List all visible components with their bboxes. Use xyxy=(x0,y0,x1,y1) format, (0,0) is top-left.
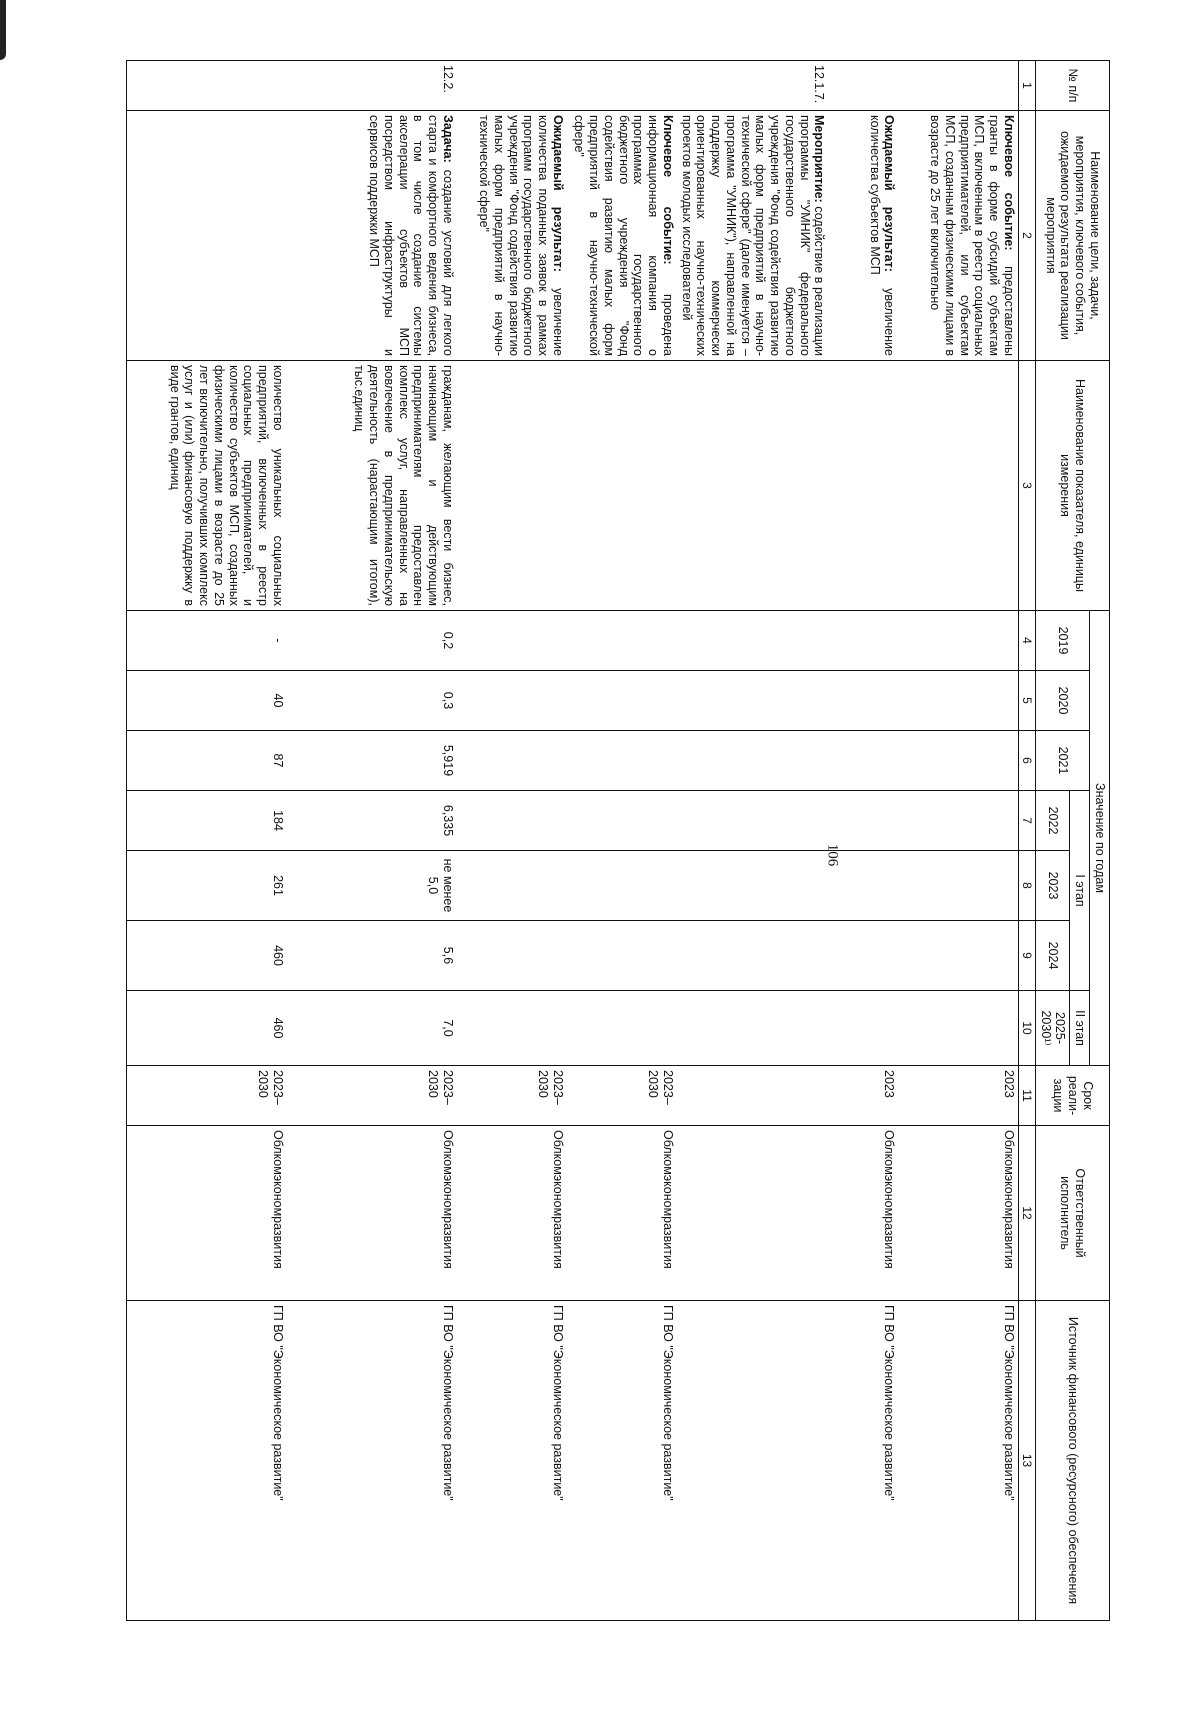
row-source: ГП ВО "Экономическое развитие" xyxy=(567,1301,677,1621)
header-year-2021: 2021 xyxy=(1036,731,1090,791)
row-indicator xyxy=(677,361,829,611)
row-text: увеличение количества поданных заявок в рамках программ государственного бюджетного учреждения "Фонд содействия развитию малых форм предприятий в научно-технической сфере" xyxy=(477,115,565,356)
value-2021: 87 xyxy=(127,731,287,791)
value-2022 xyxy=(457,791,567,851)
column-number: 10 xyxy=(1018,991,1035,1066)
value-2024 xyxy=(828,921,898,991)
column-number-row xyxy=(1018,61,1035,1621)
page-number: 106 xyxy=(824,843,841,867)
value-2022: 6,335 xyxy=(287,791,457,851)
row-number xyxy=(828,61,898,111)
row-label: Задача: xyxy=(440,115,455,163)
table-row xyxy=(457,61,567,1621)
header-year-2022: 2022 xyxy=(1036,791,1071,851)
row-executor: Облкомэкономразвития xyxy=(828,1126,898,1301)
row-term: 2023 xyxy=(828,1066,898,1126)
value-2021 xyxy=(898,731,1018,791)
header-year-2025-2030: 2025-2030¹⁾ xyxy=(1036,991,1071,1066)
row-text: предоставлены гранты в форме субсидий субъектам МСП, включенным в реестр социальных предприятимателей, или субъектам МСП, созданным физическими лицами в возрасте до 25 лет включительно xyxy=(928,115,1016,356)
value-2019 xyxy=(828,611,898,671)
value-2019: - xyxy=(127,611,287,671)
row-source: ГП ВО "Экономическое развитие" xyxy=(828,1301,898,1621)
value-2020: 0,3 xyxy=(287,671,457,731)
value-2020 xyxy=(898,671,1018,731)
row-description xyxy=(567,111,677,361)
row-indicator xyxy=(567,361,677,611)
row-number: 12.2. xyxy=(287,61,457,111)
column-number: 4 xyxy=(1018,611,1035,671)
row-source: ГП ВО "Экономическое развитие" xyxy=(457,1301,567,1621)
value-2022 xyxy=(898,791,1018,851)
value-2023: не менее 5,0 xyxy=(287,851,457,921)
row-source xyxy=(677,1301,829,1621)
value-2025: 460 xyxy=(127,991,287,1066)
value-2020 xyxy=(567,671,677,731)
rotated-page xyxy=(125,60,1110,1620)
value-2022 xyxy=(828,791,898,851)
row-source: ГП ВО "Экономическое развитие" xyxy=(898,1301,1018,1621)
value-2025 xyxy=(677,991,829,1066)
value-2025 xyxy=(457,991,567,1066)
value-2022 xyxy=(567,791,677,851)
table-row xyxy=(287,61,457,1621)
value-2022: 184 xyxy=(127,791,287,851)
column-number: 8 xyxy=(1018,851,1035,921)
header-year-2024: 2024 xyxy=(1036,921,1071,991)
row-text: проведена информационная компания о программах государственного бюджетного учреждения "Фонд содействия развитию малых форм предприятий в научно-технической сфере" xyxy=(572,115,675,356)
column-number: 13 xyxy=(1018,1301,1035,1621)
row-executor: Облкомэкономразвития xyxy=(127,1126,287,1301)
header-stage-1: I этап xyxy=(1070,791,1090,991)
row-label: Ключевое событие: xyxy=(1001,115,1016,251)
row-term: 2023 xyxy=(898,1066,1018,1126)
value-2023 xyxy=(677,851,829,921)
value-2023 xyxy=(457,851,567,921)
value-2024: 5,6 xyxy=(287,921,457,991)
header-year-2023: 2023 xyxy=(1036,851,1071,921)
value-2025 xyxy=(567,991,677,1066)
row-description xyxy=(828,111,898,361)
value-2020 xyxy=(457,671,567,731)
value-2019 xyxy=(677,611,829,671)
value-2021 xyxy=(677,731,829,791)
value-2024 xyxy=(898,921,1018,991)
value-2024 xyxy=(457,921,567,991)
header-source: Источник финансового (ресурсного) обеспечения xyxy=(1036,1301,1110,1621)
value-2022 xyxy=(677,791,829,851)
column-number: 1 xyxy=(1018,61,1035,111)
column-number: 7 xyxy=(1018,791,1035,851)
value-2025 xyxy=(828,991,898,1066)
row-description xyxy=(127,111,287,361)
row-indicator xyxy=(898,361,1018,611)
value-2019: 0,2 xyxy=(287,611,457,671)
row-text: содействие в реализации программы "УМНИК" федерального государственного бюджетного учреждения "Фонд содействия развитию малых форм предприятий в научно-технической сфере" (далее именуется – программа "УМНИК"), направленной на поддержку коммерчески ориентированных научно-технических проектов молодых исследователей xyxy=(679,115,827,356)
row-term: 2023–2030 xyxy=(287,1066,457,1126)
row-number xyxy=(898,61,1018,111)
row-executor: Облкомэкономразвития xyxy=(287,1126,457,1301)
row-label: Ключевое событие: xyxy=(660,115,675,265)
value-2019 xyxy=(898,611,1018,671)
value-2020 xyxy=(828,671,898,731)
row-label: Ожидаемый результат: xyxy=(550,115,565,272)
value-2019 xyxy=(457,611,567,671)
column-number: 9 xyxy=(1018,921,1035,991)
row-indicator: количество уникальных социальных предприятий, включенных в реестр социальных предпринимателей, и количество субъектов МСП, созданных физическими лицами в возрасте до 25 лет включительно, получивших комплекс услуг и (или) финансовую поддержку в виде грантов, единиц xyxy=(127,361,287,611)
row-executor xyxy=(677,1126,829,1301)
value-2021 xyxy=(828,731,898,791)
row-source: ГП ВО "Экономическое развитие" xyxy=(287,1301,457,1621)
row-indicator xyxy=(828,361,898,611)
row-executor: Облкомэкономразвития xyxy=(457,1126,567,1301)
value-2025: 7,0 xyxy=(287,991,457,1066)
header-year-2020: 2020 xyxy=(1036,671,1090,731)
row-number xyxy=(127,61,287,111)
table-row xyxy=(567,61,677,1621)
row-term xyxy=(677,1066,829,1126)
row-text: увеличение количества субъектов МСП xyxy=(867,115,897,356)
table-row xyxy=(828,61,898,1621)
row-number xyxy=(457,61,567,111)
header-term: Срок реали-зации xyxy=(1036,1066,1110,1126)
header-indicator: Наименование показателя, единицы измерения xyxy=(1036,361,1110,611)
table-row xyxy=(127,61,287,1621)
row-executor: Облкомэкономразвития xyxy=(567,1126,677,1301)
row-term: 2023–2030 xyxy=(567,1066,677,1126)
table-row xyxy=(898,61,1018,1621)
value-2023: 261 xyxy=(127,851,287,921)
row-label: Мероприятие: xyxy=(812,115,827,203)
value-2021 xyxy=(457,731,567,791)
value-2024: 460 xyxy=(127,921,287,991)
table-body xyxy=(127,61,1019,1621)
column-number: 5 xyxy=(1018,671,1035,731)
value-2024 xyxy=(567,921,677,991)
row-number: 12.1.7. xyxy=(677,61,829,111)
column-number: 6 xyxy=(1018,731,1035,791)
value-2021: 5,919 xyxy=(287,731,457,791)
header-number: № п/п xyxy=(1036,61,1110,111)
value-2020: 40 xyxy=(127,671,287,731)
value-2025 xyxy=(898,991,1018,1066)
row-number xyxy=(567,61,677,111)
row-description xyxy=(287,111,457,361)
column-number: 3 xyxy=(1018,361,1035,611)
header-values-by-year: Значение по годам xyxy=(1090,611,1110,1066)
header-stage-2: II этап xyxy=(1070,991,1090,1066)
row-term: 2023–2030 xyxy=(457,1066,567,1126)
scan-edge xyxy=(0,0,6,60)
value-2023 xyxy=(828,851,898,921)
value-2020 xyxy=(677,671,829,731)
column-number: 12 xyxy=(1018,1126,1035,1301)
row-executor: Облкомэкономразвития xyxy=(898,1126,1018,1301)
row-source: ГП ВО "Экономическое развитие" xyxy=(127,1301,287,1621)
row-term: 2023–2030 xyxy=(127,1066,287,1126)
row-indicator xyxy=(457,361,567,611)
row-description xyxy=(898,111,1018,361)
value-2024 xyxy=(677,921,829,991)
table-header xyxy=(1018,61,1109,1621)
value-2021 xyxy=(567,731,677,791)
header-name: Наименование цели, задачи, мероприятия, ключевого события, ожидаемого результата реализации мероприятия xyxy=(1036,111,1110,361)
column-number: 11 xyxy=(1018,1066,1035,1126)
row-label: Ожидаемый результат: xyxy=(882,115,897,272)
header-executor: Ответственный исполнитель xyxy=(1036,1126,1110,1301)
row-text: создание условий для легкого старта и комфортного ведения бизнеса, в том числе создание системы акселерации субъектов МСП посредством инфраструктуры и сервисов поддержки МСП xyxy=(367,115,455,356)
column-number: 2 xyxy=(1018,111,1035,361)
value-2023 xyxy=(898,851,1018,921)
value-2019 xyxy=(567,611,677,671)
header-year-2019: 2019 xyxy=(1036,611,1090,671)
value-2023 xyxy=(567,851,677,921)
table-row xyxy=(677,61,829,1621)
row-indicator: гражданам, желающим вести бизнес, начинающим и действующим предпринимателям предоставлен комплекс услуг, направленных на вовлечение в предпринимательскую деятельность (нарастающим итогом), тыс.единиц xyxy=(287,361,457,611)
program-table xyxy=(126,60,1110,1621)
row-description xyxy=(457,111,567,361)
row-description xyxy=(677,111,829,361)
